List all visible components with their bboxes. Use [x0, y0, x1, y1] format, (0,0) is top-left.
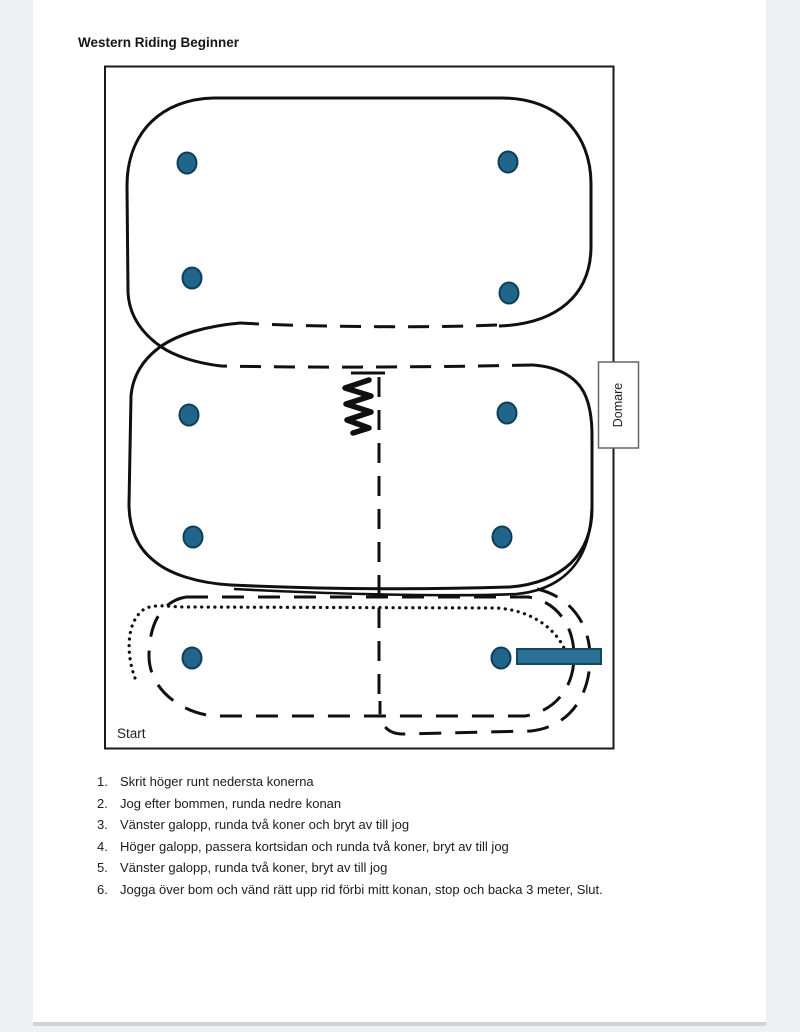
cone: [492, 648, 511, 669]
instruction-item: 6. Jogga över bom och vänd rätt upp rid förbi mitt konan, stop och backa 3 meter, Slut.: [97, 881, 603, 897]
instruction-item: 1. Skrit höger runt nedersta konerna: [97, 774, 314, 790]
cone: [500, 283, 519, 304]
cone: [180, 405, 199, 426]
cone: [499, 152, 518, 173]
instructions-list: [97, 771, 603, 900]
cone: [183, 648, 202, 669]
path-middle-loop-left: [129, 323, 240, 585]
page-title: Western Riding Beginner: [78, 35, 240, 50]
start-label: Start: [117, 726, 146, 741]
cone: [184, 527, 203, 548]
instruction-item: 5. Vänster galopp, runda två koner, bryt av till jog: [97, 860, 388, 876]
judge-label: Domare: [611, 382, 626, 428]
instruction-item: 3. Vänster galopp, runda två koner och bryt av till jog: [97, 817, 410, 833]
instruction-item: 4. Höger galopp, passera kortsidan och runda två koner, bryt av till jog: [97, 838, 509, 854]
cone: [183, 268, 202, 289]
path-middle-loop-dashed: [221, 365, 533, 367]
cones-layer: [178, 152, 519, 669]
path-short-side-pass: [234, 449, 592, 595]
cone: [178, 153, 197, 174]
instruction-item: 2. Jog efter bommen, runda nedre konan: [97, 795, 342, 811]
path-top-loop-dashed: [240, 323, 497, 327]
cone: [498, 403, 517, 424]
pole: [517, 649, 601, 664]
path-middle-loop-right: [231, 365, 592, 589]
cone: [493, 527, 512, 548]
path-backup-zigzag: [345, 380, 371, 433]
document-page: [33, 0, 766, 1026]
